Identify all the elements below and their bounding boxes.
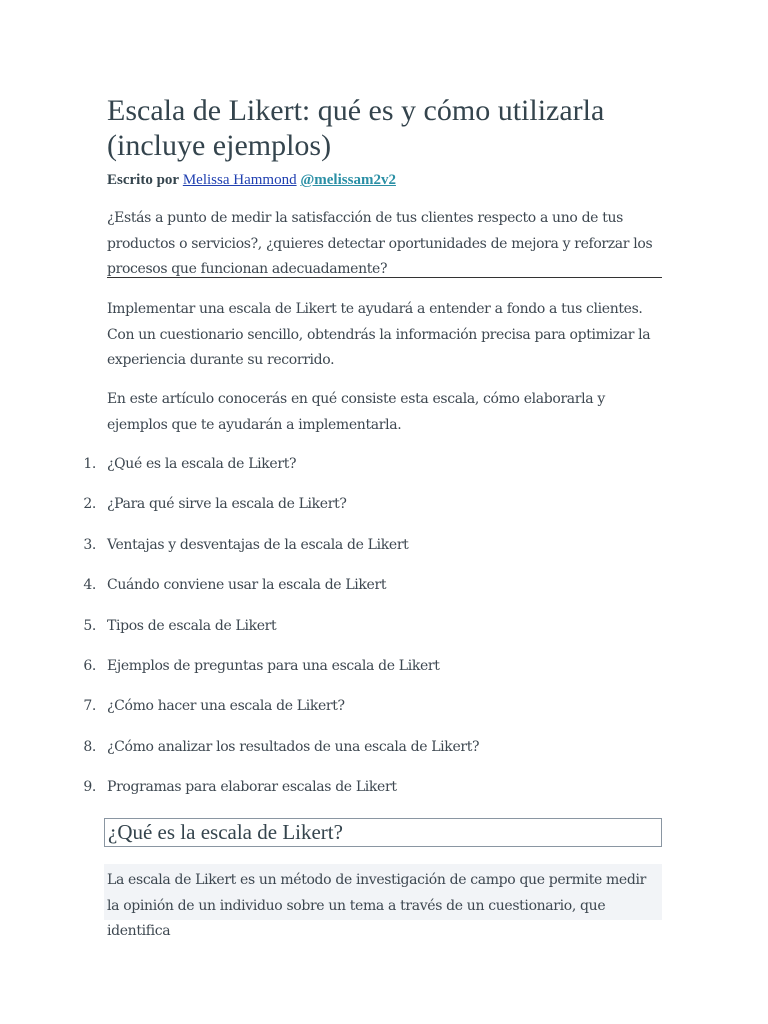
author-link[interactable]: Melissa Hammond bbox=[182, 172, 297, 188]
toc-text: ¿Para qué sirve la escala de Likert? bbox=[107, 496, 347, 513]
toc-text: ¿Cómo analizar los resultados de una escala de Likert? bbox=[107, 738, 480, 755]
byline-label: Escrito por bbox=[107, 172, 180, 188]
toc-text: Cuándo conviene usar la escala de Likert bbox=[107, 577, 387, 594]
toc-text: Programas para elaborar escalas de Likert bbox=[107, 779, 397, 796]
definition-block bbox=[104, 864, 662, 939]
table-of-contents bbox=[0, 452, 768, 816]
toc-number: 6. bbox=[83, 657, 96, 674]
toc-text: Ventajas y desventajas de la escala de Likert bbox=[107, 536, 409, 553]
toc-item[interactable] bbox=[0, 573, 768, 613]
toc-item[interactable] bbox=[0, 533, 768, 573]
definition-text: La escala de Likert es un método de investigación de campo que permite medir la opinión de un individuo sobre un tema a través de un cuestionario, que identifica bbox=[107, 872, 646, 939]
toc-item[interactable] bbox=[0, 735, 768, 775]
toc-text: ¿Cómo hacer una escala de Likert? bbox=[107, 698, 345, 715]
toc-number: 1. bbox=[83, 456, 96, 472]
toc-item[interactable] bbox=[0, 492, 768, 532]
paragraph-divider bbox=[107, 277, 662, 278]
toc-number: 2. bbox=[83, 496, 96, 513]
toc-text: ¿Qué es la escala de Likert? bbox=[107, 456, 297, 472]
toc-item[interactable] bbox=[0, 614, 768, 654]
toc-item[interactable] bbox=[0, 654, 768, 694]
toc-text: Tipos de escala de Likert bbox=[107, 617, 277, 634]
toc-number: 5. bbox=[83, 617, 96, 634]
toc-item[interactable] bbox=[0, 694, 768, 734]
author-handle-link[interactable]: @melissam2v2 bbox=[300, 172, 396, 188]
toc-item[interactable] bbox=[0, 775, 768, 815]
section-heading-box bbox=[104, 818, 662, 847]
toc-number: 8. bbox=[83, 738, 96, 755]
body-paragraph-3: En este artículo conocerás en qué consiste esta escala, cómo elaborarla y ejemplos que te ayudarán a implementarla. bbox=[107, 391, 605, 433]
intro-paragraph: ¿Estás a punto de medir la satisfacción de tus clientes respecto a uno de tus productos o servicios?, ¿quieres detectar oportunidades de mejora y reforzar los procesos que funcionan adecuadamente? bbox=[107, 210, 653, 277]
body-paragraph-2: Implementar una escala de Likert te ayudará a entender a fondo a tus clientes. Con un cuestionario sencillo, obtendrás la información precisa para optimizar la experiencia durante su recorrido. bbox=[107, 301, 651, 368]
byline bbox=[107, 170, 396, 190]
toc-number: 4. bbox=[83, 577, 96, 594]
section-heading: ¿Qué es la escala de Likert? bbox=[108, 820, 343, 844]
toc-number: 7. bbox=[83, 698, 96, 715]
toc-item[interactable] bbox=[0, 452, 768, 492]
toc-number: 3. bbox=[83, 536, 96, 553]
toc-text: Ejemplos de preguntas para una escala de Likert bbox=[107, 657, 440, 674]
article-title: Escala de Likert: qué es y cómo utilizarla (incluye ejemplos) bbox=[107, 94, 605, 162]
toc-number: 9. bbox=[83, 779, 96, 796]
